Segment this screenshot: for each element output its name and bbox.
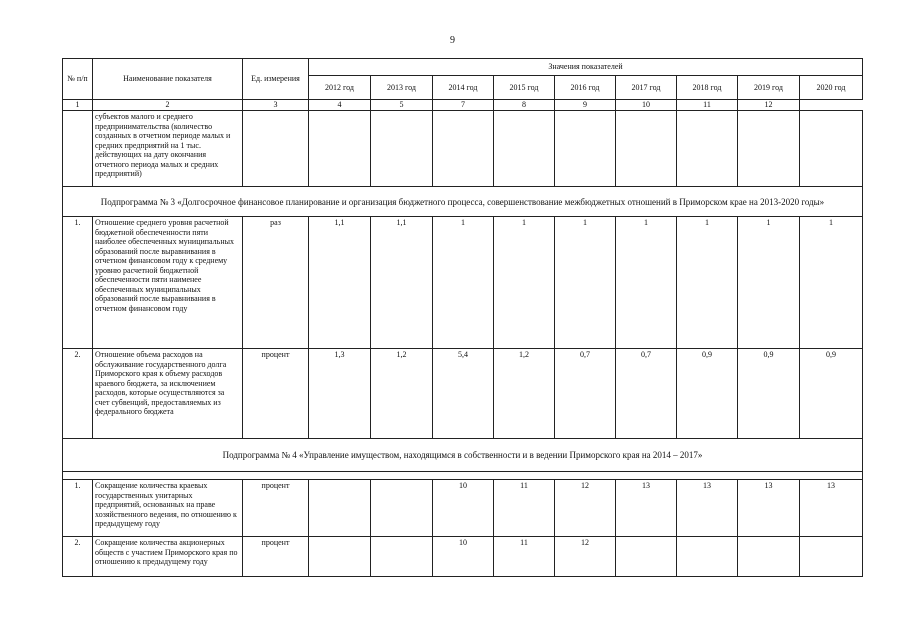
value-cell: 10 — [433, 537, 494, 577]
subprogram-4-row — [63, 439, 863, 472]
value-cell — [371, 537, 433, 577]
indicator-name: Сокращение количества краевых государственных унитарных предприятий, основанных на праве хозяйственного ведения, по отношению к предыдущему году — [93, 480, 243, 537]
table-row — [63, 349, 863, 439]
value-cell: 1,1 — [371, 217, 433, 349]
year-header: 2020 год — [800, 76, 863, 100]
table-row — [63, 480, 863, 537]
subprogram-3-rows — [63, 217, 863, 439]
year-header: 2017 год — [616, 76, 677, 100]
row-number: 1. — [63, 217, 93, 349]
value-cell: 1 — [616, 217, 677, 349]
indicator-name: Отношение среднего уровня расчетной бюджетной обеспеченности пяти наиболее обеспеченных муниципальных образований после выравнивания в отчетном финансовом году к среднему уровню расчетной бюджетной обеспеченности пяти наименее обеспеченных муниципальных образований после выравнивания в отчетном финансовом году — [93, 217, 243, 349]
table-row — [63, 537, 863, 577]
column-number: 5 — [371, 100, 433, 111]
value-cell — [800, 537, 863, 577]
header-num: № п/п — [63, 59, 93, 100]
spacer-row — [63, 472, 863, 480]
value-cell: 1,2 — [371, 349, 433, 439]
column-number: 3 — [243, 100, 309, 111]
year-header: 2012 год — [309, 76, 371, 100]
value-cell: 13 — [800, 480, 863, 537]
year-header: 2014 год — [433, 76, 494, 100]
indicator-name: субъектов малого и среднего предпринимательства (количество созданных в отчетном периоде малых и средних предприятий на 1 тыс. действующих на дату окончания отчетного периода малых и средних предприятий) — [93, 111, 243, 187]
value-cell: 1,2 — [494, 349, 555, 439]
value-cell — [309, 480, 371, 537]
value-cell: 5,4 — [433, 349, 494, 439]
value-cell: 1 — [494, 217, 555, 349]
column-number: 8 — [494, 100, 555, 111]
row-number: 2. — [63, 537, 93, 577]
value-cell: 1 — [677, 217, 738, 349]
header-name: Наименование показателя — [93, 59, 243, 100]
value-cell: 0,9 — [738, 349, 800, 439]
column-number: 12 — [738, 100, 800, 111]
year-header: 2016 год — [555, 76, 616, 100]
value-cell: 1 — [433, 217, 494, 349]
table-row — [63, 217, 863, 349]
unit-cell: процент — [243, 537, 309, 577]
unit-cell: процент — [243, 480, 309, 537]
value-cell — [677, 537, 738, 577]
row-number: 2. — [63, 349, 93, 439]
value-cell: 0,9 — [677, 349, 738, 439]
value-cell: 1,3 — [309, 349, 371, 439]
unit-cell: процент — [243, 349, 309, 439]
subprogram-3-row — [63, 187, 863, 217]
value-cell — [616, 537, 677, 577]
header-unit: Ед. измерения — [243, 59, 309, 100]
value-cell: 1 — [555, 217, 616, 349]
value-cell: 12 — [555, 537, 616, 577]
value-cell: 13 — [677, 480, 738, 537]
page-number: 9 — [450, 35, 455, 46]
subprogram-3-title: Подпрограмма № 3 «Долгосрочное финансовое планирование и организация бюджетного процесса, совершенствование межбюджетных отношений в Приморском крае на 2013-2020 годы» — [63, 187, 863, 217]
year-header: 2013 год — [371, 76, 433, 100]
value-cell: 1 — [800, 217, 863, 349]
year-header: 2018 год — [677, 76, 738, 100]
row-number: 1. — [63, 480, 93, 537]
column-number: 2 — [93, 100, 243, 111]
value-cell: 1,1 — [309, 217, 371, 349]
column-number: 10 — [616, 100, 677, 111]
value-cell: 10 — [433, 480, 494, 537]
value-cell: 13 — [616, 480, 677, 537]
indicators-table — [62, 58, 863, 577]
year-header: 2015 год — [494, 76, 555, 100]
unit-cell: раз — [243, 217, 309, 349]
value-cell — [309, 537, 371, 577]
value-cell: 0,7 — [555, 349, 616, 439]
indicator-name: Отношение объема расходов на обслуживание государственного долга Приморского края к объему расходов краевого бюджета, за исключением расходов, которые осуществляются за счет субвенций, предоставляемых из федерального бюджета — [93, 349, 243, 439]
value-cell — [371, 480, 433, 537]
indicator-name: Сокращение количества акционерных обществ с участием Приморского края по отношению к предыдущему году — [93, 537, 243, 577]
column-number: 1 — [63, 100, 93, 111]
subprogram-4-title: Подпрограмма № 4 «Управление имуществом, находящимся в собственности и в ведении Приморского края на 2014 – 2017» — [63, 439, 863, 472]
value-cell: 0,9 — [800, 349, 863, 439]
column-number: 4 — [309, 100, 371, 111]
column-number: 9 — [555, 100, 616, 111]
value-cell: 11 — [494, 480, 555, 537]
column-number: 11 — [677, 100, 738, 111]
table-row — [63, 111, 863, 187]
value-cell: 0,7 — [616, 349, 677, 439]
column-number: 7 — [433, 100, 494, 111]
column-numbers-row — [63, 100, 863, 111]
year-header: 2019 год — [738, 76, 800, 100]
header-values: Значения показателей — [309, 59, 863, 76]
value-cell — [738, 537, 800, 577]
value-cell: 13 — [738, 480, 800, 537]
value-cell: 12 — [555, 480, 616, 537]
subprogram-4-rows — [63, 480, 863, 577]
value-cell: 1 — [738, 217, 800, 349]
value-cell: 11 — [494, 537, 555, 577]
